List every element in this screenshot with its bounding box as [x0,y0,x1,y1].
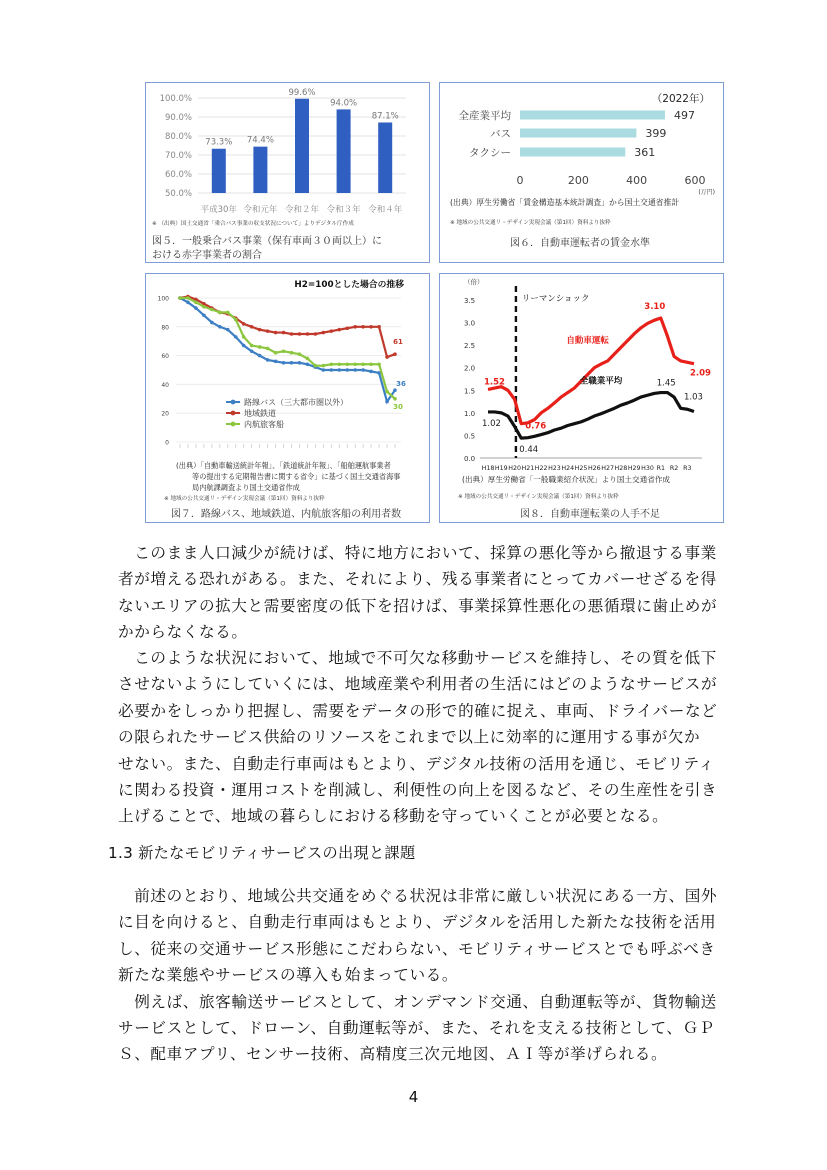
data-point [274,360,278,364]
data-point [329,368,333,372]
page-number: 4 [408,1088,419,1106]
y-tick-label: 0 [165,439,169,447]
data-point [210,321,214,325]
data-label: 361 [634,146,656,159]
data-point [290,361,294,365]
series-line [180,298,395,402]
series-name-label: 自動車運転 [566,335,609,346]
data-point [385,400,389,404]
data-label: 1.02 [482,418,501,429]
year-label: （2022年） [651,93,710,105]
data-point [353,325,357,329]
unit-label: (万円) [698,189,715,196]
text-line: このまま人口減少が続けば、特に地方において、採算の悪化等から撤退する事業 [118,544,717,562]
legend-marker [231,422,236,427]
y-tick-label: 60.0% [164,170,192,180]
data-label: 399 [645,127,667,140]
figure-source: 局内航課調査より国土交通省作成 [192,483,300,492]
y-tick-label: 60 [161,353,169,361]
unit-label: （倍） [464,278,484,286]
category-label: バス [490,128,511,140]
data-point [377,362,381,366]
y-tick-label: 0.0 [464,455,476,463]
x-tick-label: 600 [684,174,706,187]
text-line: 例えば、旅客輸送サービスとして、オンデマンド交通、自動運転等が、貨物輸送 [118,992,717,1011]
data-point [337,328,341,332]
data-label: 1.45 [656,378,676,389]
section-heading-1-3: 1.3 新たなモビリティサービスの出現と課題 [108,844,416,862]
y-tick-label: 3.0 [464,319,476,328]
bar [520,129,636,138]
figure-6-driver-wages [439,82,724,263]
category-label: 全産業平均 [458,110,511,122]
data-point [226,328,230,332]
data-point [250,344,254,348]
figure-source: 等の提出する定期報告書に関する省令」に基づく国土交通省海事 [192,472,401,481]
data-point [202,305,206,309]
data-point [266,329,270,333]
data-point [194,301,198,305]
x-tick-label: R3 [683,465,692,472]
figure-caption: 図７．路線バス、地域鉄道、内航旅客船の利用者数 [170,509,402,520]
figure-source: (出典）「自動車輸送統計年報」、「鉄道統計年報」、「船舶運航事業者 [176,461,391,470]
text-line: ないエリアの拡大と需要密度の低下を招けば、事業採算性悪化の悪循環に歯止めが [118,596,718,615]
figure-8-driver-shortage [439,273,724,523]
data-point [377,325,381,329]
x-tick-label: H20 [508,465,521,472]
y-tick-label: 80.0% [164,132,192,142]
data-point [274,351,278,355]
paragraph-population-decline [118,540,758,646]
data-point [329,362,333,366]
data-point [306,362,310,366]
bar [212,149,226,193]
data-point [290,332,294,336]
figure-note: ※ 地域の公共交通リ・デザイン実現会議（第1回）資料より抜粋 [450,220,611,226]
y-tick-label: 3.5 [464,297,476,305]
data-point [369,325,373,329]
x-tick-label: H21 [521,465,535,472]
bar [378,123,392,193]
data-point [234,318,238,322]
data-label: 99.6% [288,87,316,98]
data-point [258,354,262,358]
text-line: し、従来の交通サービス形態にこだわらない、モビリティサービスとでも呼ぶべき [118,939,716,958]
data-point [250,325,254,329]
figure-7-chart [146,274,428,521]
y-tick-label: 1.5 [464,387,476,396]
data-point [314,364,318,368]
x-tick-label: 0 [516,174,524,187]
data-point [242,344,246,348]
data-point [361,325,365,329]
data-point [361,362,365,366]
data-point [298,361,302,365]
data-point [194,306,198,310]
text-line: せない。また、自動走行車両はもとより、デジタル技術の活用を通じ、モビリティ [118,754,715,773]
data-label: 3.10 [644,302,666,313]
text-line: に関わる投資・運用コストを削減し、利便性の向上を図るなど、その生産性を引き [118,781,718,800]
text-line: 上げることで、地域の暮らしにおける移動を守っていくことが必要となる。 [118,807,669,826]
text-line: このような状況において、地域で不可欠な移動サービスを維持し、その質を低下 [118,649,717,667]
y-tick-label: 50.0% [164,189,192,199]
legend-entry: 地域鉄道 [244,409,276,418]
legend-marker [231,400,236,405]
x-tick-label: R2 [669,465,679,472]
data-point [385,390,389,394]
series-line [180,298,395,399]
y-tick-label: 80 [161,324,169,332]
data-point [337,368,341,372]
x-tick-label: 400 [626,174,648,187]
figure-caption: おける赤字事業者の割合 [152,250,262,261]
x-tick-label: 令和元年 [243,205,278,215]
data-point [385,355,389,359]
data-point [306,332,310,336]
data-point [345,326,349,330]
y-tick-label: 2.0 [464,364,476,373]
bar [295,99,309,193]
y-tick-label: 1.0 [464,409,476,418]
data-point [218,311,222,315]
y-tick-label: 90.0% [164,113,192,123]
category-label: タクシー [469,147,511,159]
data-point [266,358,270,362]
x-tick-label: H18 [481,465,495,472]
x-tick-label: H26 [587,465,601,472]
bar [253,147,267,193]
data-point [258,328,262,332]
text-line: 新たな業態やサービスの導入も始まっている。 [118,966,459,985]
data-point [202,313,206,317]
data-point [258,345,262,349]
data-point [186,296,190,300]
data-point [266,347,270,351]
x-tick-label: H24 [561,465,575,472]
x-tick-label: H29 [627,465,641,472]
text-line: サービスとして、ドローン、自動運転等が、また、それを支える技術として、ＧＰ [118,1019,715,1038]
bar [520,148,625,157]
figure-5-deficit-bus-operators [145,82,430,263]
data-point [178,296,182,300]
data-label: 497 [673,109,695,122]
data-point [306,357,310,361]
y-tick-label: 100 [157,295,169,303]
data-point [337,362,341,366]
y-tick-label: 100.0% [159,94,192,104]
x-tick-label: H22 [534,465,548,472]
figure-caption: 図６．自動車運転者の賃金水準 [510,238,650,249]
data-label: 1.52 [484,377,505,388]
series-line [488,318,694,424]
y-tick-label: 20 [161,410,169,418]
x-tick-label: H30 [641,465,654,472]
text-line: 者が増える恐れがある。また、それにより、残る事業者にとってカバーせざるを得 [118,570,717,589]
x-tick-label: H25 [574,465,588,472]
data-label: 74.4% [246,135,274,146]
figure-7-ridership-trend [145,273,430,523]
data-point [290,351,294,355]
legend-entry: 内航旅客船 [244,420,284,429]
data-point [393,388,397,392]
chart-title: H2=100とした場合の推移 [294,280,404,290]
data-label: 94.0% [330,98,358,109]
figure-8-chart [440,274,722,521]
text-line: 必要かをしっかり把握し、需要をデータの形で的確に捉え、車両、ドライバーなど [118,701,718,720]
data-label: 73.3% [205,137,233,148]
data-point [298,352,302,356]
end-value-label: 30 [393,402,403,411]
data-point [361,368,365,372]
figure-note: ※ 地域の公共交通リ・デザイン実現会議（第1回）資料より抜粋 [458,494,619,500]
figure-6-chart [440,83,722,261]
data-point [210,308,214,312]
data-point [186,301,190,305]
x-tick-label: 令和４年 [368,205,403,215]
figure-5-chart [146,83,428,261]
y-tick-label: 40 [161,381,169,389]
data-point [345,362,349,366]
x-tick-label: H19 [494,465,508,472]
data-point [322,368,326,372]
figure-source: (出典）厚生労働省「一般職業紹介状況」より国土交通省作成 [462,475,670,484]
legend-marker [231,411,236,416]
data-point [298,332,302,336]
text-line: の限られたサービス供給のリソースをこれまで以上に効率的に運用する事が欠か [118,728,701,747]
data-label: 0.76 [525,421,547,432]
data-label: 87.1% [371,111,399,122]
data-point [226,311,230,315]
x-tick-label: 令和３年 [326,205,361,215]
data-point [282,331,286,335]
bar [337,109,351,193]
figure-caption: 図５．一般乗合バス事業（保有車両３０両以上）に [152,236,382,247]
legend-entry: 路線バス（三大都市圏以外） [244,398,348,407]
data-point [242,335,246,339]
x-tick-label: 令和２年 [284,205,320,215]
data-label: 1.03 [684,392,703,403]
data-point [393,397,397,401]
data-point [242,322,246,326]
data-point [393,352,397,356]
data-point [329,329,333,333]
text-line: 前述のとおり、地域公共交通をめぐる状況は非常に厳しい状況にある一方、国外 [118,887,718,905]
data-point [282,361,286,365]
data-point [250,349,254,353]
data-point [314,332,318,336]
x-tick-label: 200 [567,174,589,187]
data-point [322,331,326,335]
data-point [369,370,373,374]
x-tick-label: H27 [601,465,614,472]
data-point [282,349,286,353]
end-value-label: 61 [393,338,403,347]
x-tick-label: R1 [656,465,665,472]
y-tick-label: 0.5 [464,432,476,441]
end-value-label: 36 [396,380,406,389]
text-line: Ｓ、配車アプリ、センサー技術、高精度三次元地図、ＡＩ等が挙げられる。 [118,1045,668,1064]
event-label: リーマンショック [521,294,590,304]
data-label: 2.09 [690,368,711,379]
text-line: に目を向けると、自動走行車両はもとより、デジタルを活用した新たな技術を活用 [118,913,717,932]
bar [520,111,665,120]
paragraph-maintaining-services [118,645,758,830]
data-point [369,362,373,366]
figure-note: ※ 地域の公共交通リ・デザイン実現会議（第1回）資料より抜粋 [164,496,325,502]
y-tick-label: 70.0% [164,151,192,161]
data-point [353,362,357,366]
data-point [234,335,238,339]
text-line: かからなくなる。 [118,623,248,642]
data-point [353,368,357,372]
data-label: 0.44 [519,445,539,456]
text-line: させないようにしていくには、地域産業や利用者の生活にはどのようなサービスが [118,675,718,694]
paragraph-new-mobility-services [118,883,758,1068]
data-point [345,368,349,372]
x-tick-label: 平成30年 [200,205,237,215]
y-tick-label: 2.5 [464,342,476,351]
series-name-label: 全職業平均 [579,376,623,387]
figure-caption: 図８．自動車運転業の人手不足 [520,509,660,520]
figure-source: ※ （出典）国土交通省「乗合バス事業の収支状況について」よりデジタル庁作成 [152,221,354,227]
x-tick-label: H28 [614,465,628,472]
data-point [218,325,222,329]
data-point [274,331,278,335]
figure-source: (出典）厚生労働省「賃金構造基本統計調査」から国土交通省推計 [450,198,680,207]
x-tick-label: H23 [548,465,561,472]
data-point [322,364,326,368]
